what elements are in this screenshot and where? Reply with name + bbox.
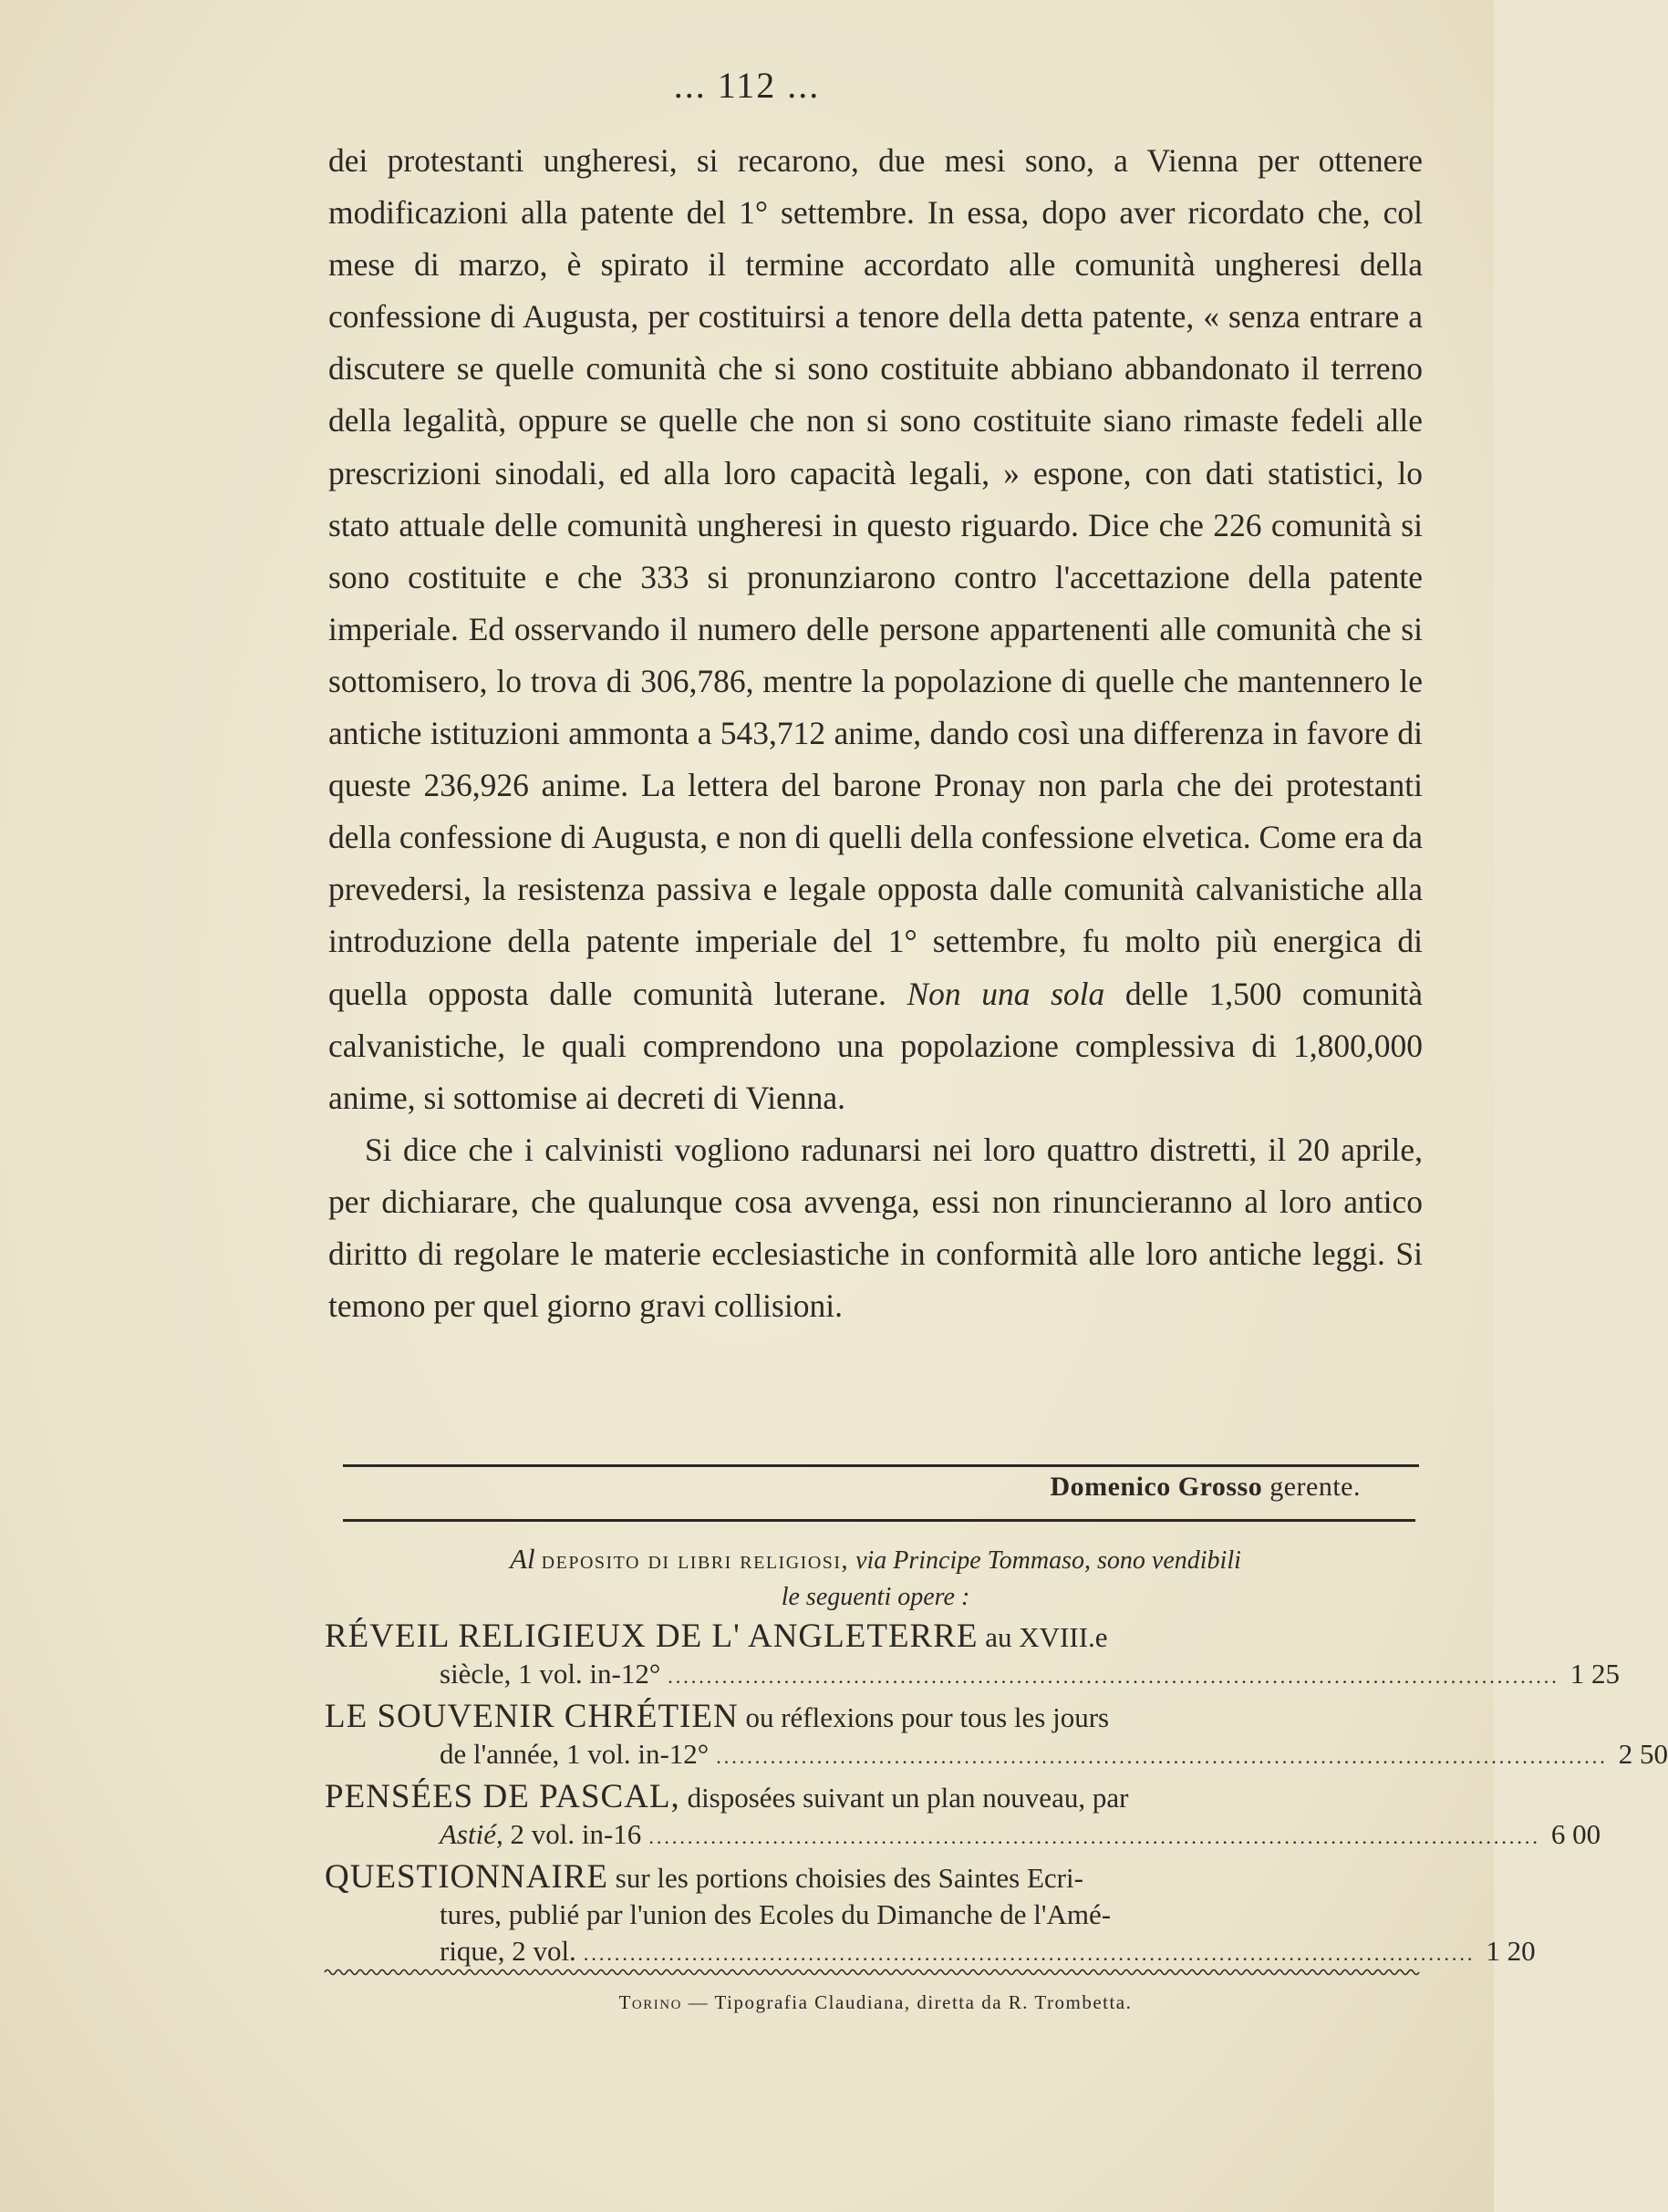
book-detail: siècle, 1 vol. in-12°: [440, 1658, 661, 1690]
wavy-line: [325, 1970, 1419, 1975]
book-detail-line: [325, 1736, 1668, 1775]
imprint-city: Torino: [618, 1991, 682, 2013]
book-title-text: [325, 1618, 1108, 1656]
book-detail: [440, 1816, 641, 1853]
page-number: ... 112 ...: [673, 65, 821, 106]
leader-dots: ...................................................................................................................: [648, 1825, 1540, 1848]
book-price: 1 25: [1570, 1658, 1621, 1690]
paragraph-1-text-b: delle 1,500 comunità calvanistiche, le quali comprendono una popolazione complessiva di 1,800,000 anime, si sottomise ai decreti di Vienna.: [328, 975, 1424, 1116]
leader-dots: ...................................................................................................................: [583, 1942, 1476, 1965]
book-title-text: [325, 1779, 1128, 1816]
book-title-text: [325, 1699, 1109, 1736]
book-title: LE SOUVENIR CHRÉTIEN: [325, 1698, 739, 1735]
depot-line-2-text: le seguenti opere :: [781, 1583, 970, 1611]
depot-notice: [328, 1541, 1423, 1616]
book-detail-line: [325, 1816, 1601, 1855]
book-title-rest: disposées suivant un plan nouveau, par: [679, 1782, 1129, 1814]
book-title-rest: au XVIII.e: [978, 1621, 1108, 1653]
depot-address: via Principe Tommaso, sono vendibili: [855, 1546, 1241, 1575]
depot-name: deposito di libri religiosi,: [541, 1546, 850, 1575]
book-entry: [325, 1858, 1536, 1972]
imprint: [328, 1991, 1423, 2014]
book-detail: de l'année, 1 vol. in-12°: [440, 1738, 710, 1770]
book-entry: [325, 1618, 1621, 1695]
book-detail-text: 2 vol. in-16: [502, 1818, 642, 1850]
imprint-rest: — Tipografia Claudiana, diretta da R. Trombetta.: [681, 1991, 1133, 2013]
divider-top: [343, 1464, 1419, 1467]
book-title-line: [325, 1699, 1414, 1736]
book-author: Astié,: [440, 1818, 503, 1850]
book-entry: [325, 1698, 1668, 1775]
article-body: [328, 135, 1423, 1332]
book-price: 1 20: [1486, 1935, 1536, 1967]
book-title-text: [325, 1859, 1083, 1897]
book-title: QUESTIONNAIRE: [325, 1858, 609, 1896]
leader-dots: ...................................................................................................................: [668, 1665, 1559, 1688]
book-title: PENSÉES DE PASCAL,: [325, 1778, 680, 1815]
depot-line-2: [328, 1579, 1423, 1616]
leader-dots: ...................................................................................................................: [716, 1745, 1608, 1768]
book-title-line: [325, 1618, 1414, 1656]
book-entry: [325, 1778, 1601, 1855]
book-list: [325, 1618, 1668, 1976]
book-detail-line: [325, 1897, 1414, 1933]
book-price: 2 50: [1618, 1738, 1668, 1770]
paragraph-1-emphasis: Non una sola: [907, 975, 1105, 1012]
paragraph-2: Si dice che i calvinisti vogliono radunarsi nei loro quattro distretti, il 20 aprile, per dichiarare, che qualunque cosa avvenga, essi non rinuncieranno al loro antico diritto di regolare le materie ecclesiastiche in conformità alle loro antiche leggi. Si temono per quel giorno gravi collisioni.: [328, 1131, 1423, 1325]
book-detail-continued: tures, publié par l'union des Ecoles du Dimanche de l'Amé-: [440, 1898, 1112, 1930]
signature: [337, 1472, 1361, 1503]
paragraph-1-text-a: dei protestanti ungheresi, si recarono, due mesi sono, a Vienna per ottenere modificazioni alla patente del 1° settembre. In essa, dopo aver ricordato che, col mese di marzo, è spirato il termine accordato alle comunità ungheresi della confessione di Augusta, per costituirsi a tenore della detta patente, « senza entrare a discutere se quelle comunità che si sono costituite abbiano abbandonato il terreno della legalità, oppure se quelle che non si sono costituite siano rimaste fedeli alle prescrizioni sinodali, ed alla loro capacità legali, » espone, con dati statistici, lo stato attuale delle comunità ungheresi in questo riguardo. Dice che 226 comunità si sono costituite e che 333 si pronunziarono contro l'accettazione della patente imperiale. Ed osservando il numero delle persone appartenenti alle comunità che si sottomisero, lo trova di 306,786, mentre la popolazione di quelle che mantennero le antiche istituzioni ammonta a 543,712 anime, dando così una differenza in favore di queste 236,926 anime. La lettera del barone Pronay non parla che dei protestanti della confessione di Augusta, e non di quelli della confessione elvetica. Come era da prevedersi, la resistenza passiva e legale opposta dalle comunità calvanistiche alla introduzione della patente imperiale del 1° settembre, fu molto più energica di quella opposta dalle comunità luterane.: [328, 142, 1423, 1012]
book-detail-line: [325, 1656, 1621, 1695]
book-detail: rique, 2 vol.: [440, 1935, 576, 1967]
book-title-rest: sur les portions choisies des Saintes Ecri-: [608, 1862, 1083, 1894]
wavy-divider: [325, 1965, 1410, 1979]
divider-middle: [343, 1519, 1415, 1522]
signature-name: Domenico Grosso: [1050, 1472, 1263, 1502]
depot-al: Al: [510, 1543, 535, 1575]
signature-role: gerente.: [1269, 1472, 1361, 1502]
book-title-rest: ou réflexions pour tous les jours: [738, 1701, 1110, 1733]
book-title-line: [325, 1779, 1414, 1816]
book-title-line: [325, 1859, 1414, 1897]
depot-line-1: [328, 1541, 1423, 1579]
book-price: 6 00: [1550, 1818, 1601, 1850]
book-title: RÉVEIL RELIGIEUX DE L' ANGLETERRE: [325, 1618, 979, 1655]
paragraph-1: [328, 135, 1423, 1124]
